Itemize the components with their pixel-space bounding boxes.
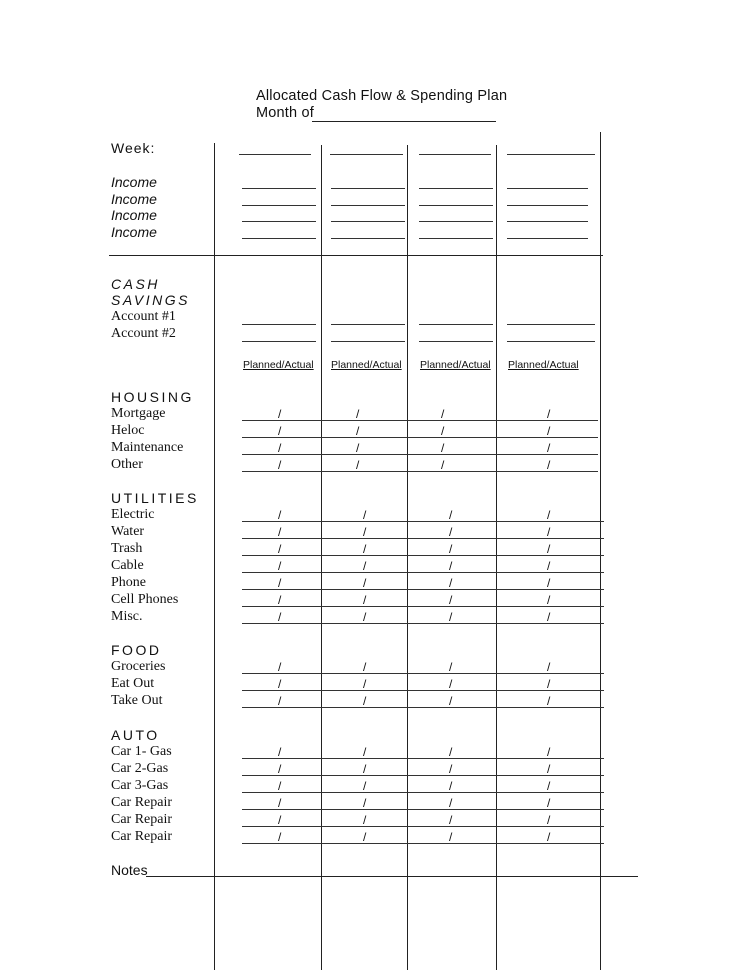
slash-separator: / (278, 576, 282, 590)
slash-separator: / (547, 694, 551, 708)
planned-actual-field[interactable] (242, 555, 322, 556)
planned-actual-field[interactable] (496, 555, 604, 556)
slash-separator: / (449, 542, 453, 556)
column-divider-3 (407, 145, 408, 970)
planned-actual-field[interactable] (496, 606, 604, 607)
planned-actual-field[interactable] (242, 420, 322, 421)
income-field[interactable] (507, 238, 588, 239)
slash-separator: / (356, 458, 360, 472)
slash-separator: / (547, 441, 551, 455)
auto-item: Car Repair (111, 812, 173, 827)
slash-separator: / (278, 762, 282, 776)
planned-actual-field[interactable] (242, 707, 322, 708)
food-item: Eat Out (111, 676, 155, 691)
section-divider (109, 255, 603, 256)
slash-separator: / (547, 508, 551, 522)
housing-item: Maintenance (111, 440, 184, 455)
utilities-item: Trash (111, 541, 143, 556)
planned-actual-field[interactable] (321, 420, 407, 421)
slash-separator: / (356, 424, 360, 438)
planned-actual-field[interactable] (496, 826, 604, 827)
slash-separator: / (547, 593, 551, 607)
slash-separator: / (449, 576, 453, 590)
planned-actual-field[interactable] (321, 437, 407, 438)
planned-actual-field[interactable] (321, 471, 407, 472)
slash-separator: / (363, 796, 367, 810)
auto-item: Car Repair (111, 795, 173, 810)
cash-savings-heading-line2: SAVINGS (111, 292, 190, 308)
food-heading: FOOD (111, 642, 162, 658)
savings-field[interactable] (242, 341, 316, 342)
account-2-label: Account #2 (111, 326, 176, 341)
slash-separator: / (547, 559, 551, 573)
slash-separator: / (363, 694, 367, 708)
slash-separator: / (547, 660, 551, 674)
income-field[interactable] (507, 205, 588, 206)
slash-separator: / (449, 779, 453, 793)
week-label: Week: (111, 140, 156, 156)
account-1-label: Account #1 (111, 309, 176, 324)
slash-separator: / (363, 660, 367, 674)
utilities-item: Cell Phones (111, 592, 179, 607)
planned-actual-field[interactable] (242, 623, 322, 624)
planned-actual-header-4: Planned/Actual (508, 359, 579, 371)
income-field[interactable] (242, 238, 316, 239)
planned-actual-field[interactable] (496, 758, 604, 759)
slash-separator: / (449, 762, 453, 776)
slash-separator: / (441, 407, 445, 421)
slash-separator: / (278, 779, 282, 793)
income-field[interactable] (242, 205, 316, 206)
slash-separator: / (278, 610, 282, 624)
slash-separator: / (441, 424, 445, 438)
planned-actual-field[interactable] (242, 454, 322, 455)
income-field[interactable] (331, 238, 405, 239)
slash-separator: / (278, 745, 282, 759)
utilities-item: Cable (111, 558, 144, 573)
slash-separator: / (278, 407, 282, 421)
slash-separator: / (449, 525, 453, 539)
slash-separator: / (363, 677, 367, 691)
column-divider-5 (600, 132, 601, 970)
slash-separator: / (449, 559, 453, 573)
slash-separator: / (278, 458, 282, 472)
slash-separator: / (363, 813, 367, 827)
planned-actual-field[interactable] (242, 690, 322, 691)
savings-field[interactable] (331, 341, 405, 342)
planned-actual-field[interactable] (242, 826, 322, 827)
slash-separator: / (547, 745, 551, 759)
utilities-item: Phone (111, 575, 146, 590)
slash-separator: / (547, 542, 551, 556)
slash-separator: / (547, 796, 551, 810)
planned-actual-field[interactable] (242, 673, 322, 674)
slash-separator: / (278, 525, 282, 539)
notes-label: Notes (111, 862, 148, 878)
income-field[interactable] (507, 188, 588, 189)
slash-separator: / (449, 813, 453, 827)
housing-item: Heloc (111, 423, 145, 438)
savings-field[interactable] (331, 324, 405, 325)
savings-field[interactable] (507, 324, 595, 325)
slash-separator: / (363, 508, 367, 522)
utilities-heading: UTILITIES (111, 490, 199, 506)
housing-heading: HOUSING (111, 389, 194, 405)
slash-separator: / (547, 830, 551, 844)
column-divider-2 (321, 145, 322, 970)
slash-separator: / (278, 694, 282, 708)
utilities-item: Misc. (111, 609, 143, 624)
planned-actual-field[interactable] (242, 538, 322, 539)
planned-actual-field[interactable] (496, 792, 604, 793)
slash-separator: / (363, 576, 367, 590)
planned-actual-header-3: Planned/Actual (420, 359, 491, 371)
slash-separator: / (363, 542, 367, 556)
planned-actual-field[interactable] (407, 437, 496, 438)
planned-actual-field[interactable] (496, 673, 604, 674)
slash-separator: / (278, 441, 282, 455)
planned-actual-field[interactable] (496, 809, 604, 810)
planned-actual-field[interactable] (242, 589, 322, 590)
planned-actual-field[interactable] (242, 809, 322, 810)
planned-actual-field[interactable] (496, 521, 604, 522)
week-field-4[interactable] (507, 154, 595, 155)
planned-actual-field[interactable] (242, 792, 322, 793)
slash-separator: / (356, 441, 360, 455)
auto-item: Car Repair (111, 829, 173, 844)
slash-separator: / (547, 525, 551, 539)
planned-actual-header-1: Planned/Actual (243, 359, 314, 371)
planned-actual-field[interactable] (242, 521, 322, 522)
planned-actual-field[interactable] (496, 775, 604, 776)
slash-separator: / (547, 424, 551, 438)
slash-separator: / (363, 830, 367, 844)
slash-separator: / (278, 677, 282, 691)
savings-field[interactable] (419, 341, 493, 342)
income-field[interactable] (419, 188, 493, 189)
planned-actual-field[interactable] (242, 471, 322, 472)
week-field-1[interactable] (239, 154, 311, 155)
slash-separator: / (278, 508, 282, 522)
auto-item: Car 3-Gas (111, 778, 169, 793)
income-field[interactable] (242, 221, 316, 222)
income-field[interactable] (242, 188, 316, 189)
planned-actual-field[interactable] (242, 758, 322, 759)
month-label: Month of (256, 105, 315, 121)
utilities-item: Water (111, 524, 145, 539)
slash-separator: / (278, 796, 282, 810)
notes-field[interactable] (146, 876, 638, 877)
savings-field[interactable] (419, 324, 493, 325)
slash-separator: / (441, 458, 445, 472)
auto-item: Car 1- Gas (111, 744, 172, 759)
slash-separator: / (449, 694, 453, 708)
page-title: Allocated Cash Flow & Spending Plan (256, 88, 508, 104)
income-field[interactable] (419, 238, 493, 239)
income-field[interactable] (419, 205, 493, 206)
slash-separator: / (547, 407, 551, 421)
planned-actual-field[interactable] (496, 690, 604, 691)
planned-actual-field[interactable] (321, 454, 407, 455)
savings-field[interactable] (507, 341, 595, 342)
slash-separator: / (449, 796, 453, 810)
slash-separator: / (278, 593, 282, 607)
housing-item: Other (111, 457, 143, 472)
slash-separator: / (278, 813, 282, 827)
income-label-4: Income (111, 224, 157, 240)
slash-separator: / (363, 610, 367, 624)
slash-separator: / (449, 660, 453, 674)
week-field-3[interactable] (419, 154, 491, 155)
planned-actual-header-2: Planned/Actual (331, 359, 402, 371)
planned-actual-field[interactable] (496, 572, 604, 573)
week-field-2[interactable] (330, 154, 403, 155)
column-divider-4 (496, 145, 497, 970)
planned-actual-field[interactable] (242, 843, 322, 844)
slash-separator: / (363, 593, 367, 607)
slash-separator: / (363, 745, 367, 759)
planned-actual-field[interactable] (242, 437, 322, 438)
housing-item: Mortgage (111, 406, 166, 421)
slash-separator: / (449, 677, 453, 691)
slash-separator: / (449, 745, 453, 759)
planned-actual-field[interactable] (242, 572, 322, 573)
food-item: Groceries (111, 659, 166, 674)
planned-actual-field[interactable] (242, 606, 322, 607)
income-label-1: Income (111, 174, 157, 190)
slash-separator: / (449, 610, 453, 624)
slash-separator: / (363, 762, 367, 776)
slash-separator: / (278, 424, 282, 438)
auto-item: Car 2-Gas (111, 761, 169, 776)
slash-separator: / (441, 441, 445, 455)
slash-separator: / (449, 508, 453, 522)
planned-actual-field[interactable] (407, 471, 496, 472)
planned-actual-field[interactable] (407, 454, 496, 455)
slash-separator: / (547, 779, 551, 793)
slash-separator: / (547, 610, 551, 624)
income-label-2: Income (111, 191, 157, 207)
slash-separator: / (278, 830, 282, 844)
slash-separator: / (356, 407, 360, 421)
income-field[interactable] (507, 221, 588, 222)
slash-separator: / (278, 559, 282, 573)
savings-field[interactable] (242, 324, 316, 325)
income-field[interactable] (419, 221, 493, 222)
slash-separator: / (278, 542, 282, 556)
planned-actual-field[interactable] (496, 589, 604, 590)
income-field[interactable] (331, 205, 405, 206)
slash-separator: / (547, 813, 551, 827)
planned-actual-field[interactable] (496, 843, 604, 844)
income-label-3: Income (111, 207, 157, 223)
planned-actual-field[interactable] (496, 538, 604, 539)
slash-separator: / (547, 576, 551, 590)
income-field[interactable] (331, 188, 405, 189)
slash-separator: / (363, 525, 367, 539)
slash-separator: / (449, 830, 453, 844)
month-field[interactable] (312, 121, 496, 122)
slash-separator: / (547, 762, 551, 776)
utilities-item: Electric (111, 507, 155, 522)
planned-actual-field[interactable] (242, 775, 322, 776)
auto-heading: AUTO (111, 727, 160, 743)
slash-separator: / (278, 660, 282, 674)
planned-actual-field[interactable] (407, 420, 496, 421)
food-item: Take Out (111, 693, 163, 708)
slash-separator: / (449, 593, 453, 607)
planned-actual-field[interactable] (496, 623, 604, 624)
slash-separator: / (363, 559, 367, 573)
income-field[interactable] (331, 221, 405, 222)
slash-separator: / (547, 458, 551, 472)
cash-savings-heading-line1: CASH (111, 276, 160, 292)
slash-separator: / (547, 677, 551, 691)
planned-actual-field[interactable] (496, 707, 604, 708)
column-divider-1 (214, 143, 215, 970)
slash-separator: / (363, 779, 367, 793)
